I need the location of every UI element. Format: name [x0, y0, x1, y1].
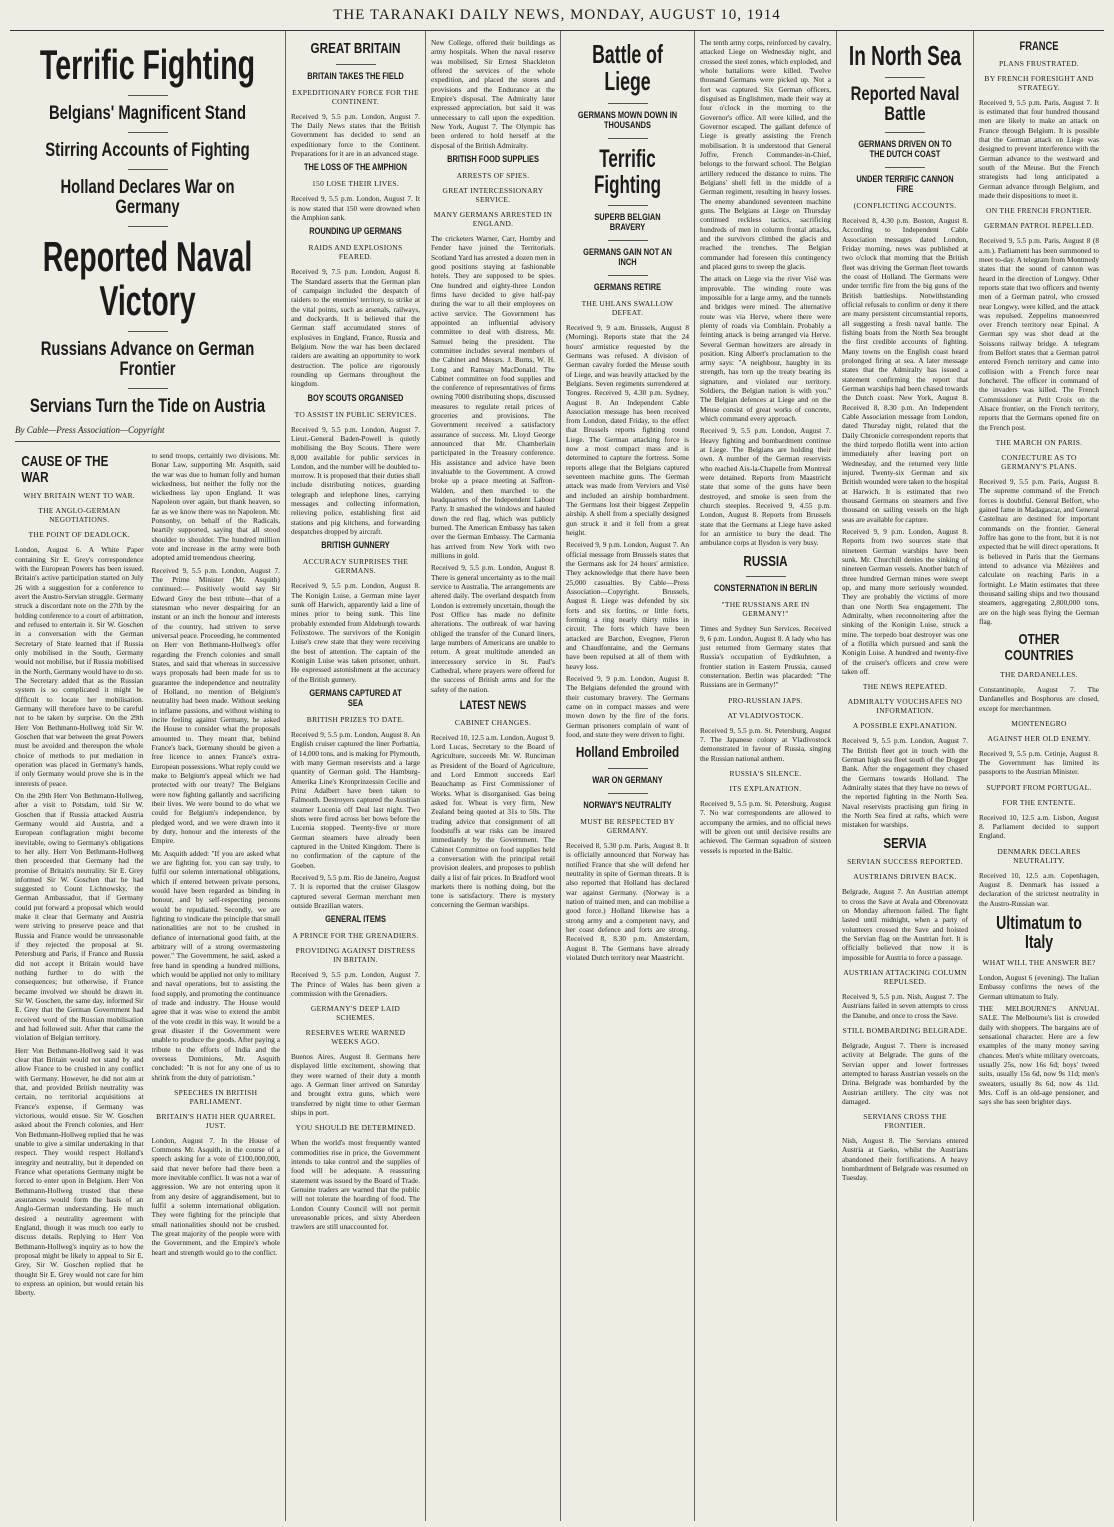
article-body: Received 9, 7.5 p.m. London, August 8. The Standard asserts that the German plan of campaign included the despatch of raiders to the enemies' territory, to strike at the vital points, such as arsenals, railways, and dockyards. It is believed that the German staff accumulated stores of explosives in England, France, Russia and Belgium. Now the war has been declared raiders are awaiting an opportunity to work destruction. The police are rigorously rounding up Germans throughout the kingdom.: [291, 267, 420, 389]
divider: [15, 441, 280, 442]
headline-great-britain: GREAT BRITAIN: [310, 40, 401, 57]
subhead: BY FRENCH FORESIGHT AND STRATEGY.: [984, 73, 1094, 92]
article-body: Received 9, 5.5 p.m. Paris, August 8 (8 a.m.). Parliament has been summoned to meet to-day. A telegram from Montmedy states that the sound of cannon was heard in the direction of Longwy. Other reports state that two officers and twenty men of a German patrol, who crossed near Longwy, were killed, and the attack was repulsed. Zeppelins manoeuvred over French territory near Epinal. A German spy was shot dead at the Soissons railway bridge. A telegram from Belfort states that a German patrol entered French territory and came into collision with a French force near Joncherel. The officer in command of the invaders was killed. The French Commissioner at Petit Croix on the Alsace frontier, on the French territory, reports that the Germans opened fire on the French post.: [979, 236, 1099, 432]
divider: [608, 793, 648, 794]
headline-holland-declares: Holland Declares War on Germany: [60, 176, 235, 218]
divider: [608, 768, 648, 769]
column-6: [837, 31, 974, 1521]
headline-belgians-stand: Belgians' Magnificent Stand: [48, 103, 247, 125]
subhead: CABINET CHANGES.: [454, 717, 532, 727]
divider: [885, 167, 925, 168]
subhead-deadlock: THE POINT OF DEADLOCK.: [28, 530, 130, 540]
subhead: PLANS FRUSTRATED.: [998, 58, 1080, 68]
headline-russians-advance: Russians Advance on German Frontier: [40, 339, 255, 380]
headline-latest-news: LATEST NEWS: [459, 697, 527, 712]
article-body: Received 9, 5.5 p.m. London, August 8. There is general uncertainty as to the mail service to Australia. The arrangements are altered daily. The overland despatch from London is extremely uncertain, though the Post Office has made no definite alterations. The outbreak of war having obliged the transfer of the Cunard liners, large numbers of Americans are unable to return. A great multitude attended an intercessory service in St. Paul's Cathedral, where prayers were offered for the success of British arms and for the safety of the nation.: [431, 563, 556, 694]
column-3: [426, 31, 561, 1521]
subhead: BRITISH PRIZES TO DATE.: [306, 714, 405, 724]
column-1-left: [15, 448, 144, 1301]
subhead: ACCURACY SURPRISES THE GERMANS.: [302, 557, 409, 576]
column-2: [286, 31, 426, 1521]
subhead: THE DARDANELLES.: [1000, 669, 1078, 679]
article-body: Nish, August 8. The Servians entered Austria at Gaeko, whilst the Austrians abandoned their fortifications. A heavy bombardment of Belgrade was resumed on Tuesday.: [842, 1136, 968, 1183]
subhead: PRO-RUSSIAN JAPS.: [728, 695, 803, 705]
headline-russia: RUSSIA: [743, 552, 788, 570]
article-body: The attack on Liege via the river Visé was improvable. The winding route was impossible for a large army, and the tunnels and bridges were mined. The alternative route was via Herve, where there were plenty of roads via Comblain. Probably a feinting attack is being arranged via Herve. Several German howitzers are already in position. King Albert's proclamation to the army says: "A neighbour, haughty in its strength, has torn up the treaty bearing its signature, and violated our territory. Soldiers, the Belgian nation is with you." The Belgian defences at Liege and on the Meuse consist of great works of concrete, which command every approach.: [700, 274, 831, 424]
subhead: THE MARCH ON PARIS.: [995, 438, 1083, 448]
headline-terrific-fighting: Terrific Fighting: [39, 41, 256, 88]
article-body: The tenth army corps, reinforced by cavalry, attacked Liege on Wednesday night, and crossed the steel zones, which exploded, and whole battalions were killed. Twelve thousand Germans were picked up. Not a fort was captured. Six German officers, disguised as Englishmen, made their way at four o'clock in the morning to the Governor's office. All were killed, and the Governor escaped. The gallant defence of Liege is greatly assisting the French mobilisation. It is understood that General Joffre, French Commander-in-Chief, belongs to the forward school. The Belgian artillery reduced the distance to ruins. The Belgians' shell fell in the middle of a German regiment, resulting in heavy losses. The enemy abandoned seventeen machine guns. The Belgians at Liege on Thursday continued reckless tactics, sacrificing hundreds of men in column frontal attacks, and the survivors climbed the glacis and reached the trenches. The Belgian commander had foreseen this contingency and placed guns to sweep the glacis.: [700, 38, 831, 271]
article-body: Received 9, 5.5 p.m. London, August 8. An English cruiser captured the liner Porbattia, of 14,000 tons, and is making for Plymouth, with many German reservists and a large quantity of German gold. The Hamburg-Amerika Line's Kronprinzessin Cecilie and Prinz Adalbert have been taken to Falmouth. Destroyers captured the Austrian steamer Lucenia off Deal last night. Two shots were fired across her bows before the Lucenia stopped. Twenty-five or more German steamers have already been captured in the United Kingdom. There is no confirmation of the capture of the Goeben.: [291, 729, 420, 870]
subhead: WHAT WILL THE ANSWER BE?: [982, 957, 1096, 967]
subhead-negotiations: THE ANGLO-GERMAN NEGOTIATIONS.: [38, 506, 121, 525]
headline-stirring-accounts: Stirring Accounts of Fighting: [45, 140, 250, 162]
headline-boy-scouts: BOY SCOUTS ORGANISED: [307, 392, 404, 404]
subhead: THE NEWS REPEATED.: [862, 682, 948, 692]
subhead: GERMANY'S DEEP LAID SCHEMES.: [310, 1004, 401, 1023]
divider: [608, 103, 648, 104]
headline-reported-naval-battle: Reported Naval Battle: [850, 84, 960, 126]
article-body: Received 9, 9 a.m. Brussels, August 8 (Morning). Reports state that the 24 hours' armistice requested by the Germans was refused. A division of German cavalry forded the Meuse south of Liege, and was heavily attacked by the Belgians. Seven regiments surrendered at Tongres. Received 9, 4.30 p.m. Sydney, August 8. An Independent Cable Association message has been received from London, dated Friday, to the effect that Brussels reports fighting round Liege. The German attacking force is now a most compact mass and is determined to capture the fortress. Some reports allege that the Belgians captured seventeen machine guns. The German attack was made from Verviers and Visé and included an airship bombardment. The Germans lost their biggest Zeppelin airship. A shell from a specially designed gun struck it and it fell from a great height.: [566, 322, 689, 538]
headline-france: FRANCE: [1019, 39, 1059, 53]
subhead: FOR THE ENTENTE.: [1002, 797, 1076, 807]
headline-other-countries: OTHER COUNTRIES: [1004, 631, 1074, 665]
advertisement-body: THE MELBOURNE'S ANNUAL SALE. The Melbourne's list is crowded daily with shoppers. The bargains are of sensational character. Here are a few examples of the many money saving chances. Men's white military overcoats, usually 25s, now 16s 6d; boys' tweed suits, usually 15s 6d, now 9s 11d; men's sweaters, usually 8s 6d, now 4s 11d. Mrs. Coff is an old-age pensioner, and says she has seen brighter days.: [979, 1003, 1099, 1107]
divider: [885, 132, 925, 133]
subhead: RAIDS AND EXPLOSIONS FEARED.: [308, 243, 403, 262]
divider: [608, 138, 648, 139]
subhead: GERMAN PATROL REPELLED.: [984, 221, 1094, 231]
article-body: Received 9, 5.5 p.m. Paris, August 7. It is estimated that four hundred thousand men are likely to make an attack on France through Belgium. It is possible that the German attack on Liege was designed to prevent interference with the German advance to the westward and south of the Meuse. But the French strategists had long anticipated a German advance through Belgium, and made their dispositions to meet it.: [979, 97, 1099, 200]
divider: [885, 77, 925, 78]
article-body: Received 9, 9 p.m. London, August 8. The Belgians defended the ground with their customary bravery. The Germans came on in compact masses and were mown down by the fire of the forts. German prisoners complain of want of food, and state they were driven to fight.: [566, 674, 689, 739]
article-body: Times and Sydney Sun Services. Received 9, 6 p.m. London, August 8. A lady who has just returned from Germany states that Russia's occupation of Eydtkuhnen, a frontier station in Eastern Prussia, caused consternation. Berlin was placarded: "The Russians are in Germany!": [700, 624, 831, 690]
headline-in-north-sea: In North Sea: [848, 40, 962, 71]
article-body: Received 9, 5.5 p.m. St. Petersburg, August 7. No war correspondents are allowed to accompany the armies, and no official news will be given out until decisive results are achieved. The German squadron of sixteen vessels is reported in the Baltic.: [700, 799, 831, 855]
subhead: AT VLADIVOSTOCK.: [727, 710, 804, 720]
divider: [128, 95, 168, 96]
article-body: Buenos Aires, August 8. Germans here displayed little excitement, showing that they were warned of their duty a month ago. A German liner arrived on Saturday and brought extra guns, which were transferred by night time to other German ships in port.: [291, 1052, 420, 1118]
subhead: 150 LOSE THEIR LIVES.: [312, 179, 399, 189]
subhead: MANY GERMANS ARRESTED IN ENGLAND.: [433, 209, 553, 228]
subhead-norway-neutrality: NORWAY'S NEUTRALITY: [583, 800, 672, 812]
subhead: AGAINST HER OLD ENEMY.: [987, 733, 1091, 743]
headline-holland-embroiled: Holland Embroiled: [575, 744, 680, 762]
subhead: RESERVES WERE WARNED WEEKS AGO.: [305, 1028, 406, 1047]
article-body: Received 9, 9 p.m. London, August 8. Reports from two sources state that nineteen German warships have been sunk. Mr. Churchill denies the sinking of nineteen German vessels. Another batch of three hundred German mines were swept up, and many more seriously wounded. They are probably the victims of more than one North Sea engagement. The Admiralty, when reconnoitering after the sinking of the Konigin Luise, struck a mine. The torpedo boat destroyer was one of a flotilla which pursued and sank the Konigin Luise. A hundred and twenty-five of the cruiser's officers and crew were taken off.: [842, 526, 968, 676]
subhead: ITS EXPLANATION.: [729, 784, 802, 794]
column-5: [695, 31, 837, 1521]
headline-food-supplies: BRITISH FOOD SUPPLIES: [447, 153, 539, 165]
subhead: ARRESTS OF SPIES.: [456, 170, 530, 180]
subhead: AUSTRIAN ATTACKING COLUMN REPULSED.: [843, 967, 967, 986]
headline-rounding-up: ROUNDING UP GERMANS: [309, 226, 402, 238]
article-body: Received 9, 5.5 p.m. London, August 7. Lieut.-General Baden-Powell is quietly mobilising the Boy Scouts. There were 8,000 available for public services in London, and the number will be doubled to-morrow. It is proposed that their duties shall include distributing notices, guarding telegraph and telephone lines, carrying messages and collecting information, relieving police, establishing first aid stations and pig kitchens, and forwarding despatches dropped by aircraft.: [291, 424, 420, 537]
subhead: (CONFLICTING ACCOUNTS.: [853, 201, 957, 211]
column-1: [10, 31, 286, 1521]
divider: [608, 205, 648, 206]
divider: [608, 275, 648, 276]
article-body: New College, offered their buildings as army hospitals. When the naval reserve was mobilised, Sir Ernest Shackleton offered the services of the whole expedition, and placed the stores and provisions and the Endurance at the Empire's disposal. The Admiralty later expressed appreciation, but said it was unnecessary to call upon the expedition. New York, August 7. The Olympic has been ordered to hold herself at the disposal of the British Admiralty.: [431, 38, 555, 150]
columns: [10, 31, 1104, 1521]
credit-line: By Cable—Press Association—Copyright: [15, 424, 165, 435]
article-body: On the 29th Herr Von Bethmann-Hollweg, after a visit to Potsdam, told Sir W. Goschen that if Russia attacked Austria Germany would aid Austria, and a European conflagration might become inevitable, owing to Germany's obligations to her ally. Herr Von Bethmann-Hollweg then proceeded that Germany had the promise of Britain's neutrality. Sir E. Grey informed Sir W. Goschen that he had suggested to Count Lichnowsky, the German Ambassador, that if Germany could put forward a proposal which would make it clear that Germany and Austria were striving to preserve peace and that Russia and France would be unreasonable if they rejected the proposal at St. Petersburg and Paris, if France and Russia did not accept it Britain would have nothing further to do with the consequences; but otherwise, if France became involved we should be drawn in. Sir W. Goschen, the same day, informed Sir E. Grey that the German Government had received word of the Russian mobilisation and had followed suit. After that came the violation of Belgian territory.: [15, 790, 144, 1043]
subhead: THE UHLANS SWALLOW DEFEAT.: [581, 298, 674, 317]
article-body: Received 9, 5.5 p.m. St. Petersburg, August 7. The Japanese colony at Vladivostock demonstrated in favour of Russia, singing the Russian national anthem.: [700, 725, 831, 763]
article-body: The cricketers Warner, Carr, Hornby and Fender have joined the Territorials. Scotland Yard has arrested a dozen men in good positions staying at fashionable hotels. They are supposed to be spies. One hundred and eighty-three London firms have decided to give half-pay during the war to all their employees on active service. The Government has appointed an influential advisory committee to deal with distress, Mr. Samuel being the president. The committee includes several members of the Cabinet and Messrs. J. Burns, W. H. Long and Ramsay MacDonald. The Cabinet committee on food supplies and the conference of representatives of firms owning 7000 distributing shops, discussed measures to regulate retail prices of groceries and provisions. The Government received a satisfactory assurance of success. Mr. Lloyd George announced that Mr. Chamberlain participated in the Treasury conference. His assistance and advice have been invaluable to the Government. A crowd broke up a peace meeting at Saffron-Walden, and then marched to the headquarters of the Independent Labour Party. It smashed the windows and hauled down the red flag, which was publicly burned. The American Embassy has taken over the German Embassy. The Carmania has arrived from New York with two millions in gold.: [431, 233, 555, 561]
column-1-split: [15, 448, 280, 1301]
subhead: SERVIAN SUCCESS REPORTED.: [847, 857, 963, 867]
article-body: London, August 6 (evening). The Italian Embassy confirms the news of the German ultimatum to Italy.: [979, 972, 1099, 1001]
subhead: PROVIDING AGAINST DISTRESS IN BRITAIN.: [295, 946, 416, 965]
subhead-speeches: SPEECHES IN BRITISH PARLIAMENT.: [174, 1087, 258, 1106]
subhead: MONTENEGRO: [1011, 718, 1067, 728]
headline-reported-naval-victory: Reported Naval Victory: [42, 232, 253, 324]
article-body: Received 8, 4.30 p.m. Boston, August 8. According to Independent Cable Association messages dated London, Friday morning, news was published at two o'clock that morning that the British fleet was driving the German fleet towards the coast of Holland. The Germans were under terrific fire from the big guns of the British battleships. Notwithstanding official refusals to confirm or deny it there are many persistent circumstantial reports, all suggesting a fresh naval battle. The fishing boats from the North Sea brought the first credible accounts of fighting. Many towns on the English coast heard prolonged firing at sea. A later message states that the Admiralty has issued a statement confirming the report that German warships had been chased towards the Dutch coast. New York, August 8. Received 8, 8.30 p.m. An Independent Cable Association message from London, dated Thursday night, related that the Daily Chronicle correspondent reports that the third torpedo flotilla went into action immediately after leaving port on Wednesday, and the returned very little injured. Twenty-six German and six British wounded were taken to the hospital at Harwich. It is estimated that two thousand Germans on steamers and five thousand on sailing vessels on the high seas are available for capture.: [842, 216, 968, 524]
column-7: [974, 31, 1104, 1521]
subhead: SUPPORT FROM PORTUGAL.: [986, 782, 1092, 792]
subhead: EXPEDITIONARY FORCE FOR THE CONTINENT.: [292, 87, 419, 106]
headline-battle-of-liege: Battle of Liege: [592, 39, 663, 97]
article-body: Received 10, 12.5 a.m. Copenhagen, August 8. Denmark has issued a declaration of the strictest neutrality in the Austro-Russian war.: [979, 870, 1099, 908]
divider: [128, 331, 168, 332]
divider: [128, 169, 168, 170]
subhead-why-britain: WHY BRITAIN WENT TO WAR.: [23, 491, 136, 501]
subhead: CONJECTURE AS TO GERMANY'S PLANS.: [1001, 453, 1077, 472]
subhead-war-on-germany: WAR ON GERMANY: [592, 775, 663, 787]
article-body: Received 10, 12.5 a.m. Lisbon, August 8. Parliament decided to support England.: [979, 812, 1099, 841]
article-body: When the world's most frequently wanted commodities rise in price, the Government intends to take control and the supplies of food will be adequate. A reassuring statement was issued by the Board of Trade. Genuine traders are warned that the public will not tolerate the hoarding of food. The London County Council will not permit unreasonable prices, and sixty Aberdeen trawlers are still unaccounted for.: [291, 1138, 420, 1232]
subhead: GREAT INTERCESSIONARY SERVICE.: [442, 185, 544, 204]
headline-amphion: THE LOSS OF THE AMPHION: [303, 162, 408, 174]
divider: [128, 388, 168, 389]
subhead: ADMIRALTY VOUCHSAFES NO INFORMATION.: [847, 697, 963, 716]
subhead: DENMARK DECLARES NEUTRALITY.: [997, 846, 1081, 865]
divider: [336, 64, 376, 65]
subhead: TO ASSIST IN PUBLIC SERVICES.: [294, 409, 417, 419]
subhead: MUST BE RESPECTED BY GERMANY.: [580, 817, 675, 835]
subhead-superb-bravery: SUPERB BELGIAN BRAVERY: [594, 212, 661, 233]
article-body: Received 9, 5.5 p.m. London, August 7. It is now stated that 150 were drowned when the Amphion sank.: [291, 194, 420, 222]
subhead: AUSTRIANS DRIVEN BACK.: [853, 872, 957, 882]
article-body: Herr Von Bethmann-Hollweg said it was clear that Britain would not stand by and allow France to be crushed in any conflict with Germany. However, he did not aim at that, and provided British neutrality was certain, no territorial acquisitions at France's expense, if Germany was victorious, would ensue. Sir W. Goschen asked about the French colonies, and Herr Von Bethmann-Hollweg replied that he was unable to give a similar undertaking in that respect. They would respect Holland's integrity and neutrality, but it depended on France what operations Germany might be forced to enter upon in Belgium. Herr Von Bethmann-Hollweg trusted that these assurances would form the basis of an Anglo-German understanding. He much desired a neutrality agreement with England, though it was much too early to discuss details. Replying to Herr Von Bethmann-Hollweg's inquiry as to how the proposal might be likely to appeal to Sir E. Grey, Sir W. Goschen replied that he thought Sir E. Grey would not care for him to express an opinion, but would retain his liberty.: [15, 1045, 144, 1298]
article-body: Received 8, 5.30 p.m. Paris, August 8. It is officially announced that Norway has notified France that she will defend her neutrality in spite of German threats. It is also reported that Holland has declared war against Germany. (Norway is a nation of trained men, and can mobilise a good force.) Holland likewise has a strong army and a competent navy, and her coast defence and forts are strong. Received 8, 8.30 p.m. Amsterdam, August 8. The Germans have already violated Dutch territory near Maastricht.: [566, 841, 689, 962]
divider: [608, 240, 648, 241]
article-body: Received 9, 5.5 p.m. Nish, August 7. The Austrians failed in seven attempts to cross the Danube, and once to cross the Save.: [842, 991, 968, 1020]
article-body: Mr. Asquith added: "If you are asked what we are fighting for, you can say truly, to fulfil our solemn international obligations, which if entered between private persons, would have been regarded as binding in honour, and by self-respecting persons would be repudiated. Secondly, we are fighting to vindicate the principle that small nationalities are not to be crushed in defiance of international good faith, at the arbitrary will of a strong overmastering power." The Government, he said, asked a free hand in spending a hundred millions, which would be applied not only to military and naval operations, but to assisting the food supply, and promoting the continuance of trade and industry. The House would agree that it was wise to extend the ambit of the vote credit in this way. It would be a great disaster if the Government were unable to produce the goods. After paying a tribute to the efforts of India and the overseas Dominions, Mr. Asquith concluded: "It is not for any one of us to shrink from the duty of patriotism.": [151, 848, 280, 1082]
subhead: SERVIANS CROSS THE FRONTIER.: [863, 1112, 947, 1131]
divider: [128, 132, 168, 133]
headline-british-gunnery: BRITISH GUNNERY: [321, 540, 390, 552]
headline-captured-at-sea: GERMANS CAPTURED AT SEA: [309, 688, 402, 709]
article-body: Received 9, 5.5 p.m. London, August 7. The British fleet got in touch with the German high sea fleet south of the Dogger Bank. After the engagement they chased the Germans towards Holland. The Admiralty states that they have no news of the reported fighting in the North Sea. Naval reservists practising gun firing in the North Sea fired at rafts, which were mistaken for warships.: [842, 736, 968, 830]
article-body: London, August 6. A White Paper containing Sir E. Grey's correspondence with the European Powers has been issued. Britain's active participation started on July 26 with a suggestion for a conference to avert the Austro-Servian struggle. Germany struck a discordant note on the 27th by the holding conference to a court of arbitration, and refused to entertain it. Sir W. Goschen in a conversation with the German Secretary of State learned that if Russia only mobilised in the South, Germany would not mobilise, but if Russia mobilised in the North, Germany would have to do so. The Secretary added that as the Russian system is so complicated it might be difficult to locate her mobilisation. Germany will therefore have to be careful not to be taken by surprise. On the 29th Herr Von Bethmann-Hollweg told Sir W. Goschen that war between the great Powers must be avoided and thereupon the whole choice of methods to put mediation in operation was placed in Germany's hands, if only Germany would prove she is in the interests of peace.: [15, 545, 144, 788]
article-body: Received 9, 9 p.m. London, August 7. An official message from Brussels states that the Germans ask for 24 hours' armistice. They acknowledge that there have been 25,000 casualties. By Cable—Press Association—Copyright. Brussels, August 8. Liege was defended by six forts and six fortins, or little forts, forming a ring nearly thirty miles in circuit. The forts which have been attacked are Barchon, Evegnee, Fleron and Chaudfontaine, and the Germans have been repulsed at all of them with heavy loss.: [566, 540, 689, 671]
article-body: Received 9, 5.5 p.m. London, August 7. The Daily News states that the British Government has decided to send an expeditionary force to the Continent. Preparations for it are in an advanced stage.: [291, 111, 420, 159]
article-body: Belgrade, August 7. There is increased activity at Belgrade. The guns of the Servian upper and lower fortresses attempted to harass Austrian vessels on the Drina. Belgrade was bombarded by the Austrian artillery. The city was not damaged.: [842, 1040, 968, 1106]
headline-ultimatum-italy: Ultimatum to Italy: [996, 913, 1082, 952]
subhead-not-an-inch: GERMANS GAIN NOT AN INCH: [583, 246, 672, 268]
subhead-mown-down: GERMANS MOWN DOWN IN THOUSANDS: [577, 109, 678, 131]
article-body: Received 9, 5.5 p.m. London, August 8. The Konigin Luise, a German mine layer sunk off Harwich, apparently laid a line of mines prior to being sunk. This line probably extended from Aldeburgh towards Felixstowe. The survivors of the Konigin Luise's crew state that they were receiving the best of attention. The captain of the Konigin Luise was taken prisoner, unhurt. He expressed astonishment at the accuracy of the British gunnery.: [291, 581, 420, 684]
divider: [746, 576, 786, 577]
article-body: to send troops, certainly two divisions. Mr. Bonar Law, supporting Mr. Asquith, said the war was due to human folly and human wickedness, but neither the folly nor the wickedness lay upon England. It was Napoleon over again, but thank heaven, so far as we know there was no Napoleon. Mr. Ponsonby, on behalf of the Radicals, heartily supported, saying that all stood shoulder to shoulder. The hundred million vote and increase in the army were both adopted amid tremendous cheering.: [151, 450, 280, 563]
article-body: Received 9, 5.5 p.m. Rio de Janeiro, August 7. It is reported that the cruiser Glasgow captured several German merchant men outside Brazilian waters.: [291, 872, 420, 910]
article-body: Constantinople, August 7. The Dardanelles and Bosphorus are closed, except for merchantmen.: [979, 684, 1099, 713]
subhead-cannon-fire: UNDER TERRIFIC CANNON FIRE: [856, 174, 954, 196]
subhead: RUSSIA'S SILENCE.: [729, 769, 802, 779]
headline-servians-turn: Servians Turn the Tide on Austria: [29, 395, 266, 417]
column-4: [561, 31, 695, 1521]
article-body: Received 9, 5.5 p.m. London, August 7. Heavy fighting and bombardment continue at Liege. The Belgians are holding their own. A number of the German reservists who reached Aix-la-Chapelle from Montreal were detained. Reports from Maastricht state that some of the guns have been destroyed, and smoke is seen from the church steeples. Received 9, 4.55 p.m. London, August 8. Reports from Brussels state that the Germans at Liege have asked for an armistice to bury the dead. The ambulance corps at Ilysdon is very busy.: [700, 426, 831, 548]
article-body: Received 10, 12.5 a.m. London, August 9. Lord Lucas, Secretary to the Board of Agriculture, succeeds Mr. W. Runciman as President of the Board of Agriculture, and Lord Emmott succeeds Earl Beauchamp as First Commissioner of Works. What is disorganised. Gas being asked for. Wheat is very firm, New Zealand being quoted at 31s to 50s. The trading advice that consignment of all foodstuffs at war risks can be insured immediately by the Government. The Cabinet Committee on food supplies held a conversation with the principal retail provision dealers, and proposes to publish daily a list of fair prices. In Bradford wool markets there is nothing doing, but the tone is satisfactory. There is mystery concerning the German warships.: [431, 732, 555, 910]
subhead-germans-retire: GERMANS RETIRE: [593, 281, 662, 293]
subhead: ON THE FRENCH FRONTIER.: [986, 206, 1092, 216]
headline-britain-takes-field: BRITAIN TAKES THE FIELD: [307, 70, 404, 82]
headline-cause-of-war: CAUSE OF THE WAR: [21, 452, 109, 486]
subhead: YOU SHOULD BE DETERMINED.: [295, 1123, 416, 1133]
subhead: "THE RUSSIANS ARE IN GERMANY!": [721, 600, 810, 619]
divider: [128, 226, 168, 227]
article-body: Received 9, 5.5 p.m. Paris, August 8. The supreme command of the French forces is doubtful. General Belfort, who gained fame in Madagascar, and General Castelnau are destined for important commands on the frontier. General Joffre has gone to the front, but it is not expected that he will direct operations. It is believed in Paris that the Germans intend to advance via Mézières and calculate on reaching Paris in a fortnight. Le Matin estimates that three thousand sailing ships and two thousand steamers, aggregating 2,800,000 tons, are on the high seas flying the German flag.: [979, 477, 1099, 627]
article-body: Received 9, 5.5 p.m. London, August 7. The Prince of Wales has been given a commission with the Grenadiers.: [291, 970, 420, 998]
masthead: THE TARANAKI DAILY NEWS, MONDAY, AUGUST 10, 1914: [10, 0, 1104, 31]
subhead-quarrel-just: BRITAIN'S HATH HER QUARREL JUST.: [156, 1111, 276, 1130]
article-body: London, August 7. In the House of Commons Mr. Asquith, in the course of a speech asking for a vote of £100,000,000, said that never before had there been a more inevitable conflict. It was not a war of aggression. We are not entering upon it from any desire of aggrandisement, but to fulfil a solemn international obligation. They were fighting for the principle that small nationalities should not be crushed. The great majority of the people were with the Government, and the Empire's whole heart and strength would go to the conflict.: [151, 1135, 280, 1257]
article-body: Received 9, 5.5 p.m. London, August 7. The Prime Minister (Mr. Asquith) continued:— Positively would say Sir Edward Grey the best tribute—that of a statesman who never despairing for an instant or an inch the honour and interests of the country, had striven to serve universal peace. Proceeding, he commented on Herr von Bethmann-Hollweg's offer regarding the French colonies and small States, and said that whereas in successive ways proposals had been made for us to guarantee the independence and neutrality of Holland, no mention of Belgium's neutrality had been made. Without seeking to inflame passions, and without wishing to incite feeling against Germany, he asked the House to consider what the proposals amounted to. They meant that, behind France's back, Germany should be given a free licence to annex France's extra-European possessions. What reply could we make to Belgium's appeal which we had protected with our treaty? The Belgians were now fighting gallantly and sacrificing their lives. We were bound to do what we could for Belgium's independence, by pledged word, and we were drawn into it by duty, honour and the interests of the Empire.: [151, 565, 280, 846]
subhead: STILL BOMBARDING BELGRADE.: [842, 1025, 968, 1035]
headline-general-items: GENERAL ITEMS: [325, 914, 386, 926]
subhead: A POSSIBLE EXPLANATION.: [852, 721, 958, 731]
headline-terrific-fighting-2: Terrific Fighting: [593, 144, 662, 199]
subhead-consternation-berlin: CONSTERNATION IN BERLIN: [713, 583, 818, 595]
subhead: A PRINCE FOR THE GRENADIERS.: [292, 931, 419, 941]
article-body: Received 9, 5.5 p.m. Cetinje, August 8. The Government has limited its passports to the Austrian Minister.: [979, 748, 1099, 777]
article-body: Belgrade, August 7. An Austrian attempt to cross the Save at Avala and Obrenovatz on Monday afternoon failed. The fight lasted until midnight, when a party of volunteers crossed the Save and hoisted the Servian flag on the Austrian fort. It is officially believed that now it is impossible for Austria to force a passage.: [842, 887, 968, 962]
headline-servia: SERVIA: [883, 834, 927, 852]
subhead-driven-dutch-coast: GERMANS DRIVEN ON TO THE DUTCH COAST: [858, 139, 952, 161]
column-1-right: [152, 448, 281, 1301]
